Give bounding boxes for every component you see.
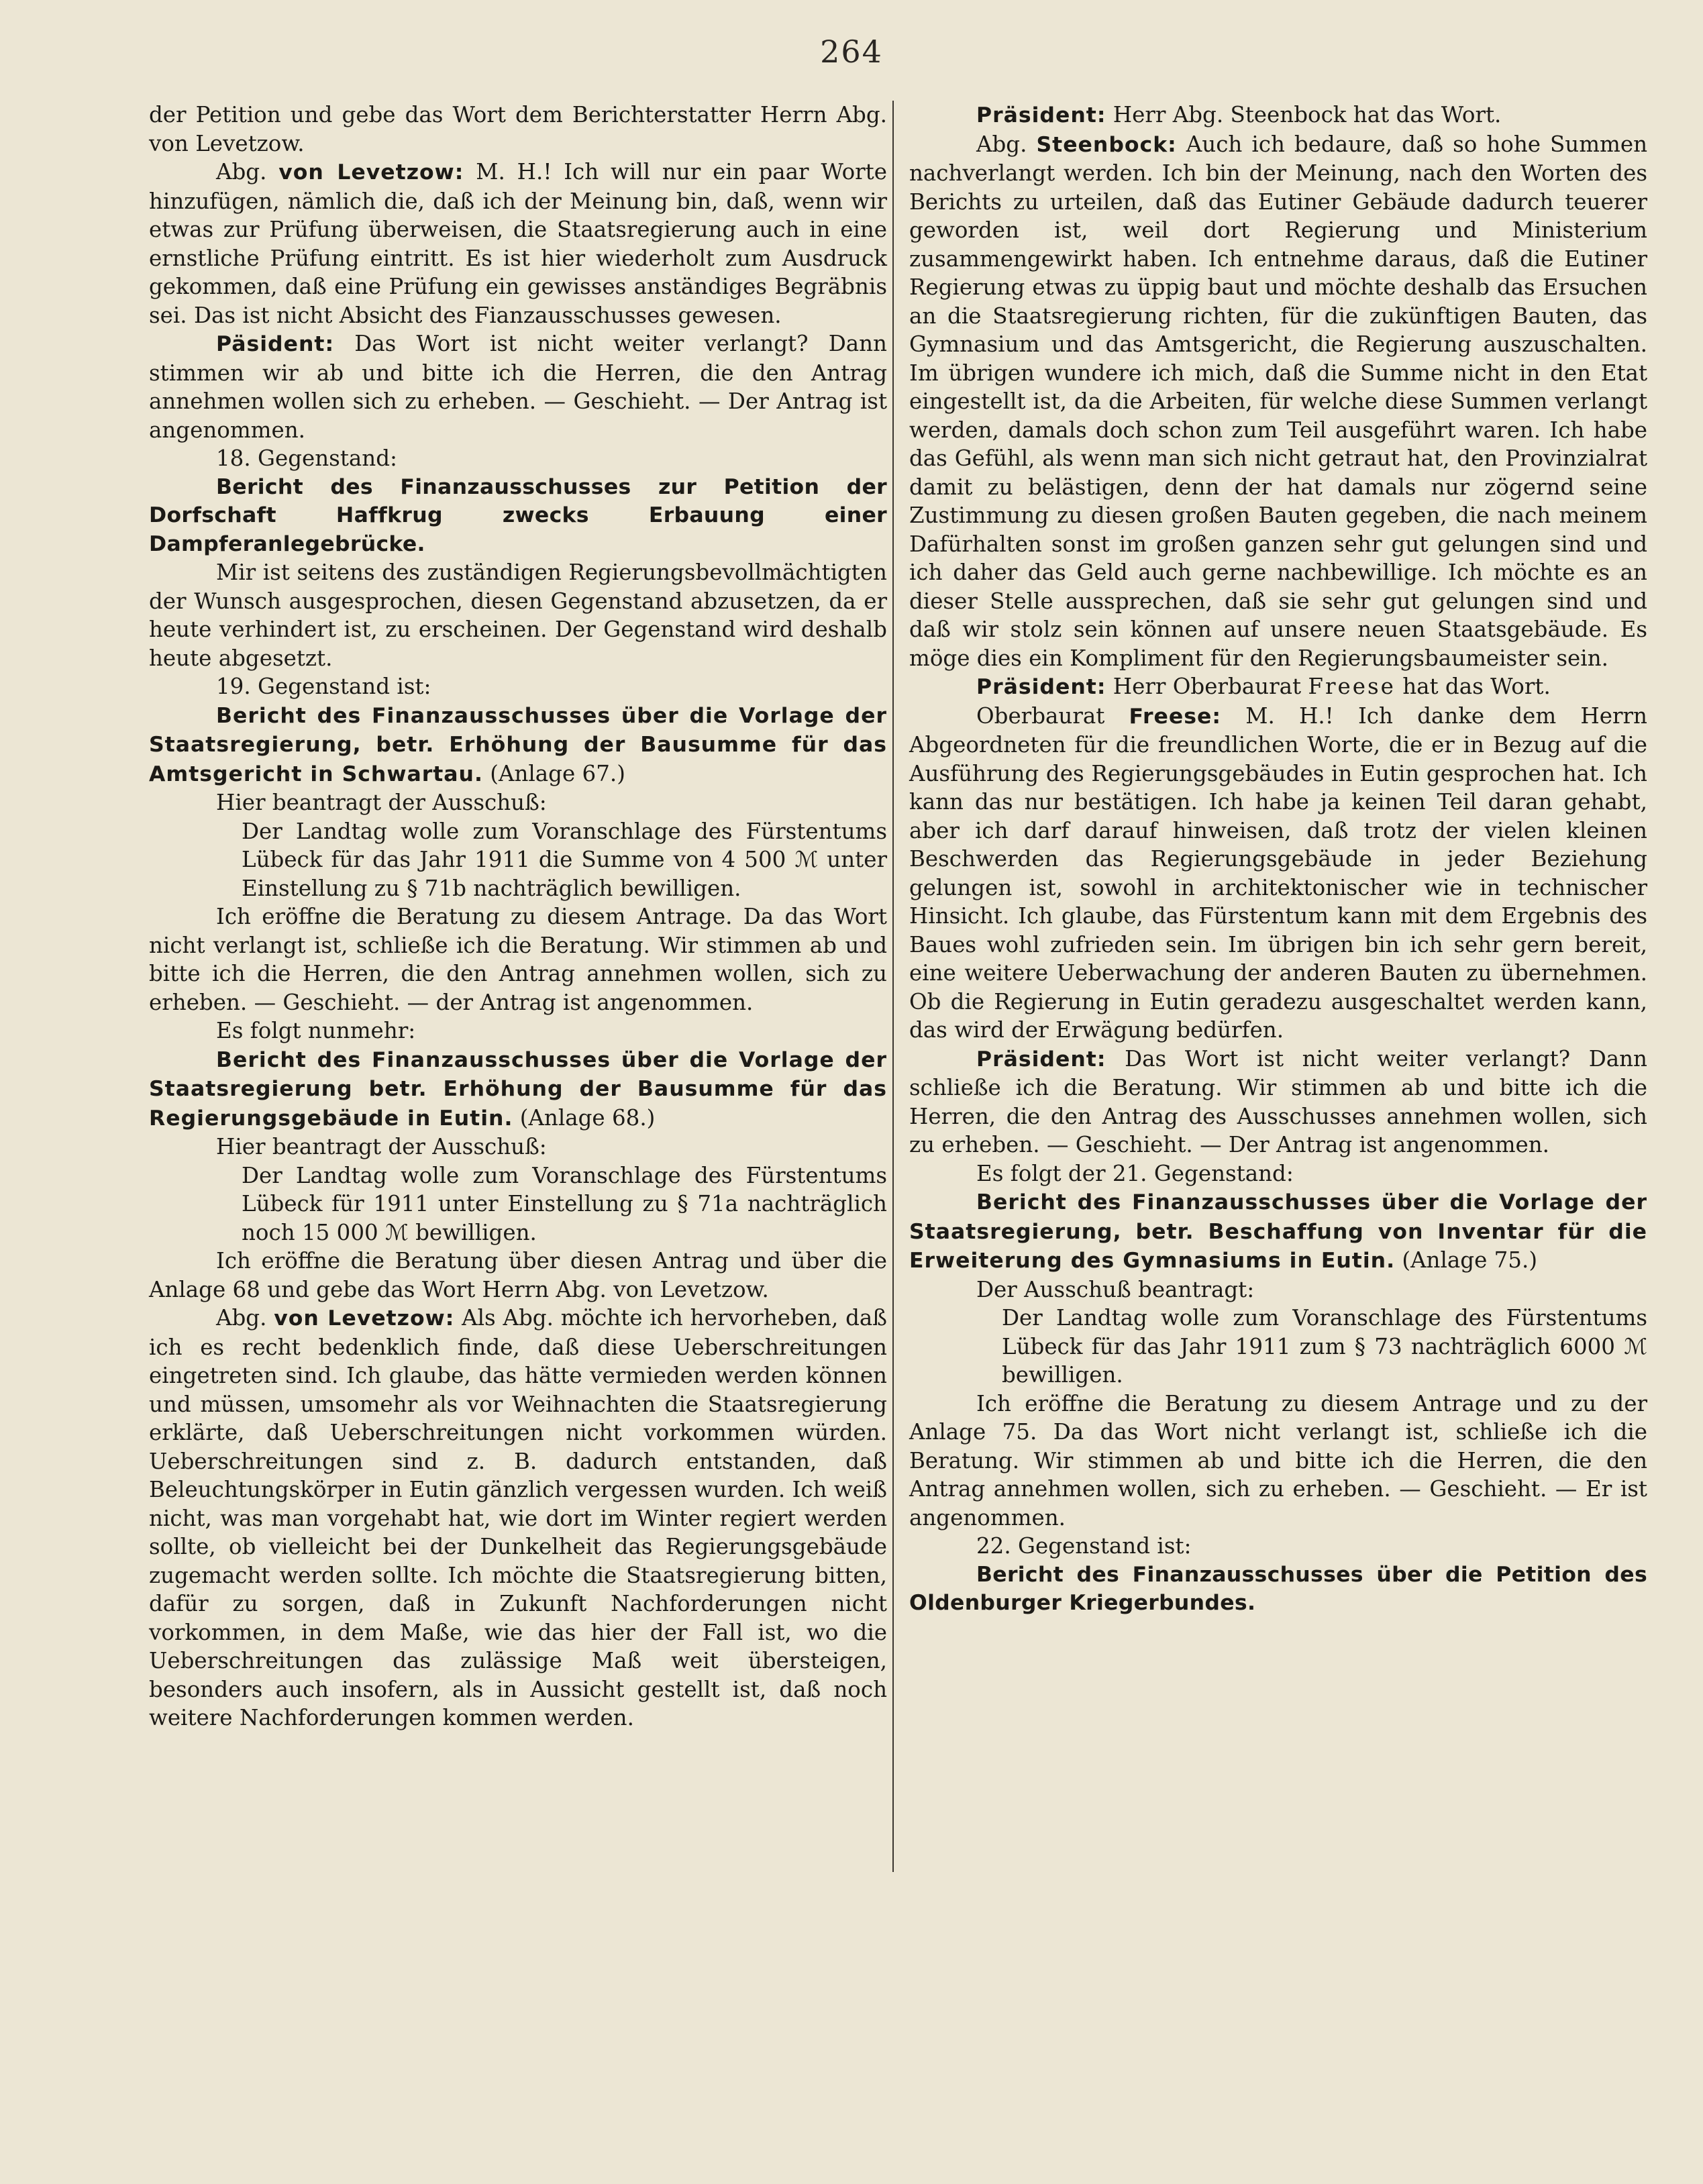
- agenda-item-22: 22. Gegenstand ist:: [976, 1533, 1192, 1559]
- anlage-ref: (Anlage 67.): [490, 760, 625, 786]
- motion-text-20: Der Landtag wolle zum Voranschlage des Fürstentums Lübeck für 1911 unter Einstellung zu § 71a nachträglich noch 15 000 ℳ bewilligen.: [242, 1162, 887, 1245]
- paragraph: Mir ist seitens des zuständigen Regierungsbevollmächtigten der Wunsch ausgesprochen, diesen Gegenstand abzusetzen, da er heute verhindert ist, zu erscheinen. Der Gegenstand wird deshalb heute abgesetzt.: [149, 560, 887, 671]
- heading-text: Bericht des Finanzausschusses über die Vorlage der Staatsregierung, betr. Erhöhung der Bausumme für das Amtsgericht in Schwartau.: [149, 703, 887, 786]
- speech-president-1: [149, 329, 887, 444]
- speech-freese: [909, 702, 1647, 1045]
- anlage-ref: (Anlage 68.): [519, 1104, 656, 1131]
- agenda-heading-19: [149, 701, 887, 789]
- speech-text: M. H.! Ich danke dem Herrn Abgeordneten für die freundlichen Worte, die er in Bezug auf die Ausführung des Regierungsgebäudes in Eutin gesprochen hat. Ich kann das nur bestätigen. Ich habe ja keinen Teil daran gehabt, aber ich darf darauf hinweisen, daß trotz der vielen kleinen Beschwerden das Regierungsgebäude in jeder Beziehung gelungen ist, sowohl in architektonischer wie in technischer Hinsicht. Ich glaube, das Fürstentum kann mit dem Ergebnis des Baues wohl zufrieden sein. Im übrigen bin ich sehr gern bereit, eine weitere Ueberwachung der anderen Bauten zu übernehmen. Ob die Regierung in Eutin geradezu ausgeschaltet werden kann, das wird der Erwägung bedürfen.: [909, 703, 1647, 1043]
- paragraph: Ich eröffne die Beratung zu diesem Antrage und zu der Anlage 75. Da das Wort nicht verlangt ist, schließe ich die Beratung. Wir stimmen ab und bitte ich die Herren, die den Antrag annehmen wollen, sich zu erheben. — Geschieht. — Er ist angenommen.: [909, 1390, 1647, 1530]
- left-column: [149, 101, 887, 1732]
- page-number: 264: [820, 34, 883, 70]
- speech-text: Auch ich bedaure, daß so hohe Summen nachverlangt werden. Ich bin der Meinung, nach den Worten des Berichts zu urteilen, daß das Eutiner Gebäude dadurch teuerer geworden ist, weil dort Regierung und Ministerium zusammengewirkt haben. Ich entnehme daraus, daß die Eutiner Regierung etwas zu üppig baut und möchte deshalb das Ersuchen an die Staatsregierung richten, für die zukünftigen Bauten, das Gymnasium und das Amtsgericht, die Regierung auszuschalten. Im übrigen wundere ich mich, daß die Summe nicht in den Etat eingestellt ist, da die Arbeiten, für welche diese Summen verlangt werden, damals doch schon zum Teil ausgeführt waren. Ich habe das Gefühl, als wenn man sich nicht getraut hat, den Provinzialrat damit zu belästigen, denn der hat damals nur zögernd seine Zustimmung zu diesen großen Bauten gegeben, die nach meinem Dafürhalten sonst im großen ganzen sehr gut gelungen sind und ich daher das Geld auch gerne nachbewillige. Ich möchte es an dieser Stelle aussprechen, daß sie sehr gut gelungen sind und daß wir stolz sein können auf unsere neuen Staatsgebäude. Es möge dies ein Kompliment für den Regierungsbaumeister sein.: [909, 131, 1648, 671]
- agenda-heading-18: Bericht des Finanzausschusses zur Petition der Dorfschaft Haffkrug zwecks Erbauung einer Dampferanlegebrücke.: [149, 474, 887, 556]
- paragraph: Es folgt nunmehr:: [216, 1018, 416, 1043]
- paragraph: der Petition und gebe das Wort dem Berichterstatter Herrn Abg. von Levetzow.: [149, 102, 887, 156]
- speech-text: Als Abg. möchte ich hervorheben, daß ich es recht bedenklich finde, daß diese Ueberschreitungen eingetreten sind. Ich glaube, das hätte vermieden werden können und müssen, umsomehr als vor Weihnachten die Staatsregierung erklärte, daß Ueberschreitungen nicht vorkommen würden. Ueberschreitungen sind z. B. dadurch entstanden, daß Beleuchtungskörper in Eutin gänzlich vergessen wurden. Ich weiß nicht, was man vorgehabt hat, wie dort im Winter regiert werden sollte, ob vielleicht bei der Dunkelheit das Regierungsgebäude zugemacht werden sollte. Ich möchte die Staatsregierung bitten, dafür zu sorgen, daß in Zukunft Nachforderungen nicht vorkommen, in dem Maße, wie das hier der Fall ist, wo die Ueberschreitungen das zulässige Maß weit übersteigen, besonders auch insofern, als in Aussicht gestellt ist, daß noch weitere Nachforderungen kommen werden.: [149, 1305, 887, 1730]
- speech-text: Herr Oberbaurat: [1113, 674, 1302, 699]
- motion-text-19: Der Landtag wolle zum Voranschlage des Fürstentums Lübeck für das Jahr 1911 die Summe von 4 500 ℳ unter Einstellung zu § 71b nachträglich bewilligen.: [242, 818, 887, 901]
- speaker-name: von Levetzow:: [278, 160, 464, 185]
- speaker-name: Präsident:: [976, 1047, 1106, 1072]
- agenda-item-21: Es folgt der 21. Gegenstand:: [976, 1160, 1294, 1186]
- speech-president-2: [909, 101, 1647, 130]
- agenda-heading-20: [149, 1045, 887, 1133]
- speaker-name: Päsident:: [216, 332, 335, 356]
- paragraph: Ich eröffne die Beratung über diesen Antrag und über die Anlage 68 und gebe das Wort Herrn Abg. von Levetzow.: [149, 1248, 887, 1302]
- name-freese: Freese: [1308, 674, 1396, 699]
- agenda-heading-22: Bericht des Finanzausschusses über die Petition des Oldenburger Kriegerbundes.: [909, 1562, 1647, 1615]
- speech-steenbock: [909, 130, 1647, 673]
- heading-text: Bericht des Finanzausschusses über die Vorlage der Staatsregierung betr. Erhöhung der Bausumme für das Regierungsgebäude in Eutin.: [149, 1047, 887, 1131]
- speech-text: M. H.! Ich will nur ein paar Worte hinzufügen, nämlich die, daß ich der Meinung bin, daß, wenn wir etwas zur Prüfung überweisen, die Staatsregierung auch in eine ernstliche Prüfung eintritt. Es ist hier wiederholt zum Ausdruck gekommen, daß eine Prüfung ein gewisses anständiges Begräbnis sei. Das ist nicht Absicht des Fianzausschusses gewesen.: [149, 159, 887, 328]
- paragraph: Hier beantragt der Ausschuß:: [216, 790, 547, 815]
- paragraph: Ich eröffne die Beratung zu diesem Antrage. Da das Wort nicht verlangt ist, schließe ich die Beratung. Wir stimmen ab und bitte ich die Herren, die den Antrag annehmen wollen, sich zu erheben. — Geschieht. — der Antrag ist angenommen.: [149, 904, 887, 1015]
- speech-text: Das Wort ist nicht weiter verlangt? Dann stimmen wir ab und bitte ich die Herren, die den Antrag annehmen wollen sich zu erheben. — Geschieht. — Der Antrag ist angenommen.: [149, 331, 887, 443]
- agenda-item-18: 18. Gegenstand:: [216, 446, 397, 471]
- speaker-name: Präsident:: [976, 675, 1106, 699]
- speaker-name: von Levetzow:: [274, 1306, 455, 1331]
- paragraph: Der Ausschuß beantragt:: [976, 1276, 1255, 1302]
- speech-president-4: [909, 1045, 1647, 1159]
- speech-text: hat das Wort.: [1402, 674, 1551, 699]
- speaker-prefix: Abg.: [976, 131, 1027, 157]
- speaker-prefix: Oberbaurat: [976, 703, 1105, 729]
- speaker-name: Steenbock:: [1036, 132, 1177, 157]
- speaker-name: Präsident:: [976, 103, 1106, 127]
- agenda-item-19: 19. Gegenstand ist:: [216, 674, 431, 699]
- paragraph: Hier beantragt der Ausschuß:: [216, 1134, 547, 1159]
- right-column: [909, 101, 1647, 1618]
- speech-text: Das Wort ist nicht weiter verlangt? Dann schließe ich die Beratung. Wir stimmen ab und bitte ich die Herren, die den Antrag des Ausschusses annehmen wollen, sich zu erheben. — Geschieht. — Der Antrag ist angenommen.: [909, 1045, 1647, 1157]
- motion-text-21: Der Landtag wolle zum Voranschlage des Fürstentums Lübeck für das Jahr 1911 zum § 73 nachträglich 6000 ℳ bewilligen.: [1002, 1305, 1647, 1388]
- speech-text: Herr Abg. Steenbock hat das Wort.: [1113, 102, 1502, 127]
- speech-levetzow-2: [149, 1304, 887, 1732]
- speaker-prefix: Abg.: [216, 159, 267, 185]
- speaker-prefix: Abg.: [216, 1305, 267, 1331]
- speech-levetzow-1: [149, 158, 887, 329]
- heading-text: Bericht des Finanzausschusses über die Vorlage der Staatsregierung, betr. Beschaffung von Inventar für die Erweiterung des Gymnasiums in Eutin.: [909, 1190, 1647, 1273]
- column-divider: [892, 101, 894, 1872]
- anlage-ref: (Anlage 75.): [1402, 1247, 1537, 1273]
- speech-president-3: [909, 672, 1647, 702]
- agenda-heading-21: [909, 1188, 1647, 1276]
- speaker-name: Freese:: [1129, 704, 1221, 729]
